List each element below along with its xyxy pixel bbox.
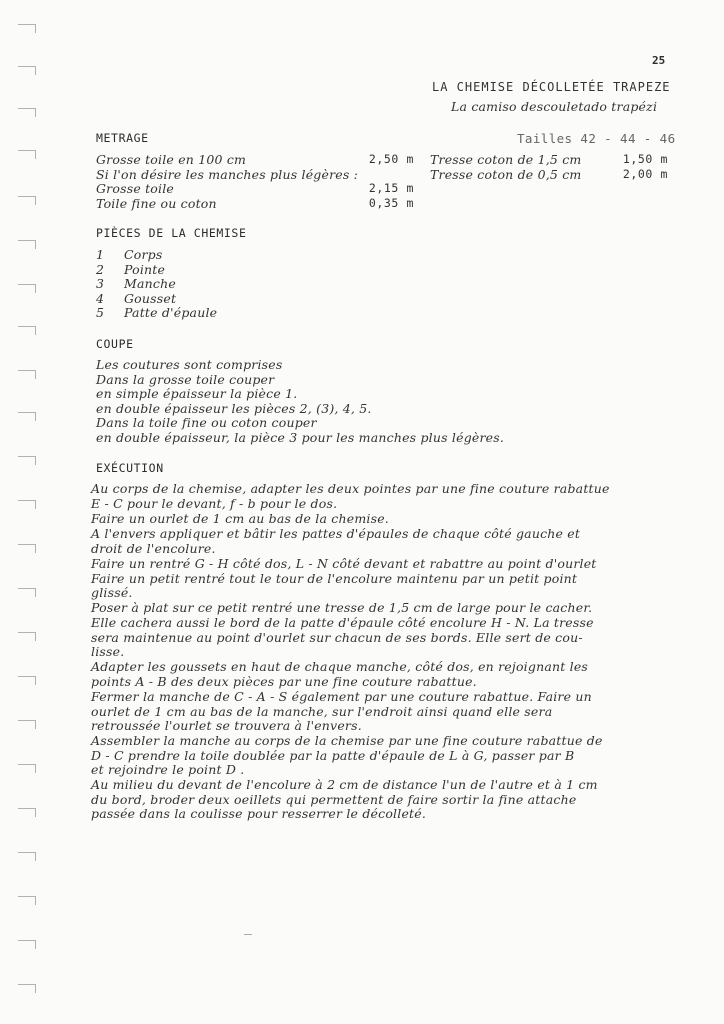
execution-line: Faire un petit rentré tout le tour de l'encolure maintenu par un petit point: [91, 571, 578, 586]
binder-hole: [18, 984, 36, 993]
piece-name: Manche: [124, 276, 176, 291]
page-subtitle: La camiso descouletado trapézi: [451, 99, 658, 114]
metrage-label: Grosse toile en 100 cm: [96, 152, 247, 167]
execution-line: Adapter les goussets en haut de chaque manche, côté dos, en rejoignant les: [91, 659, 589, 674]
execution-line: droit de l'encolure.: [91, 541, 216, 556]
binder-hole: [18, 196, 36, 205]
tresse-value: 1,50 m: [622, 152, 668, 166]
binder-hole: [18, 896, 36, 905]
metrage-label: Si l'on désire les manches plus légères :: [96, 167, 359, 182]
coupe-heading: COUPE: [96, 337, 134, 351]
execution-line: Fermer la manche de C - A - S également par une couture rabattue. Faire un: [91, 689, 592, 704]
piece-number: 3: [96, 276, 105, 291]
binder-hole: [18, 720, 36, 729]
coupe-line: Dans la grosse toile couper: [96, 372, 275, 387]
metrage-value: 2,15 m: [368, 181, 414, 195]
binder-hole: [18, 500, 36, 509]
metrage-row: [96, 152, 414, 168]
binder-hole: [18, 284, 36, 293]
piece-name: Patte d'épaule: [124, 305, 218, 320]
execution-line: ourlet de 1 cm au bas de la manche, sur l'endroit ainsi quand elle sera: [91, 704, 553, 719]
piece-name: Corps: [124, 247, 163, 262]
binder-hole: [18, 808, 36, 817]
execution-line: Faire un rentré G - H côté dos, L - N côté devant et rabattre au point d'ourlet: [91, 556, 597, 571]
piece-number: 2: [96, 262, 105, 277]
binder-hole: [18, 108, 36, 117]
stray-mark: [244, 934, 252, 935]
binder-hole: [18, 240, 36, 249]
execution-line: et rejoindre le point D .: [91, 762, 245, 777]
page-title: LA CHEMISE DÉCOLLETÉE TRAPEZE: [432, 80, 671, 94]
execution-line: retroussée l'ourlet se trouvera à l'envers.: [91, 718, 362, 733]
sizes-label: Tailles 42 - 44 - 46: [517, 131, 676, 146]
execution-line: lisse.: [91, 644, 125, 659]
piece-number: 5: [96, 305, 105, 320]
piece-name: Gousset: [124, 291, 177, 306]
tresse-row: [430, 152, 668, 168]
execution-line: sera maintenue au point d'ourlet sur chacun de ses bords. Elle sert de cou-: [91, 630, 583, 645]
execution-line: points A - B des deux pièces par une fine couture rabattue.: [91, 674, 477, 689]
binder-hole: [18, 150, 36, 159]
coupe-line: en double épaisseur, la pièce 3 pour les manches plus légères.: [96, 430, 505, 445]
pieces-heading: PIÈCES DE LA CHEMISE: [96, 226, 247, 240]
coupe-line: Dans la toile fine ou coton couper: [96, 415, 317, 430]
coupe-line: en double épaisseur les pièces 2, (3), 4, 5.: [96, 401, 372, 416]
execution-heading: EXÉCUTION: [96, 461, 164, 475]
execution-line: Au corps de la chemise, adapter les deux pointes par une fine couture rabattue: [91, 481, 610, 496]
binder-hole: [18, 676, 36, 685]
tresse-label: Tresse coton de 1,5 cm: [430, 152, 582, 167]
binder-hole: [18, 412, 36, 421]
tresse-label: Tresse coton de 0,5 cm: [430, 167, 582, 182]
piece-name: Pointe: [124, 262, 166, 277]
binder-hole: [18, 588, 36, 597]
metrage-label: Grosse toile: [96, 181, 175, 196]
binder-hole: [18, 456, 36, 465]
binder-hole: [18, 764, 36, 773]
execution-line: Poser à plat sur ce petit rentré une tresse de 1,5 cm de large pour le cacher.: [91, 600, 593, 615]
tresse-row: [430, 167, 668, 183]
binder-hole: [18, 940, 36, 949]
metrage-row: [96, 196, 414, 212]
execution-line: passée dans la coulisse pour resserrer le décolleté.: [91, 806, 427, 821]
metrage-value: 0,35 m: [368, 196, 414, 210]
piece-number: 1: [96, 247, 105, 262]
execution-line: Assembler la manche au corps de la chemise par une fine couture rabattue de: [91, 733, 603, 748]
binder-hole: [18, 326, 36, 335]
binder-hole: [18, 370, 36, 379]
execution-line: Elle cachera aussi le bord de la patte d'épaule côté encolure H - N. La tresse: [91, 615, 594, 630]
metrage-row: [96, 181, 414, 197]
execution-line: Faire un ourlet de 1 cm au bas de la chemise.: [91, 511, 389, 526]
tresse-value: 2,00 m: [622, 167, 668, 181]
execution-line: A l'envers appliquer et bâtir les pattes d'épaules de chaque côté gauche et: [91, 526, 581, 541]
execution-line: Au milieu du devant de l'encolure à 2 cm de distance l'un de l'autre et à 1 cm: [91, 777, 598, 792]
binder-hole: [18, 544, 36, 553]
metrage-value: 2,50 m: [368, 152, 414, 166]
binder-hole: [18, 852, 36, 861]
metrage-heading: METRAGE: [96, 131, 149, 145]
execution-line: D - C prendre la toile doublée par la patte d'épaule de L à G, passer par B: [91, 748, 575, 763]
metrage-label: Toile fine ou coton: [96, 196, 217, 211]
coupe-line: Les coutures sont comprises: [96, 357, 283, 372]
binder-hole: [18, 632, 36, 641]
binder-holes: [18, 0, 40, 1024]
execution-line: E - C pour le devant, f - b pour le dos.: [91, 496, 338, 511]
coupe-line: en simple épaisseur la pièce 1.: [96, 386, 298, 401]
binder-hole: [18, 66, 36, 75]
binder-hole: [18, 24, 36, 33]
page-number: 25: [652, 54, 666, 67]
execution-line: du bord, broder deux oeillets qui permettent de faire sortir la fine attache: [91, 792, 577, 807]
execution-line: glissé.: [91, 585, 133, 600]
piece-number: 4: [96, 291, 105, 306]
